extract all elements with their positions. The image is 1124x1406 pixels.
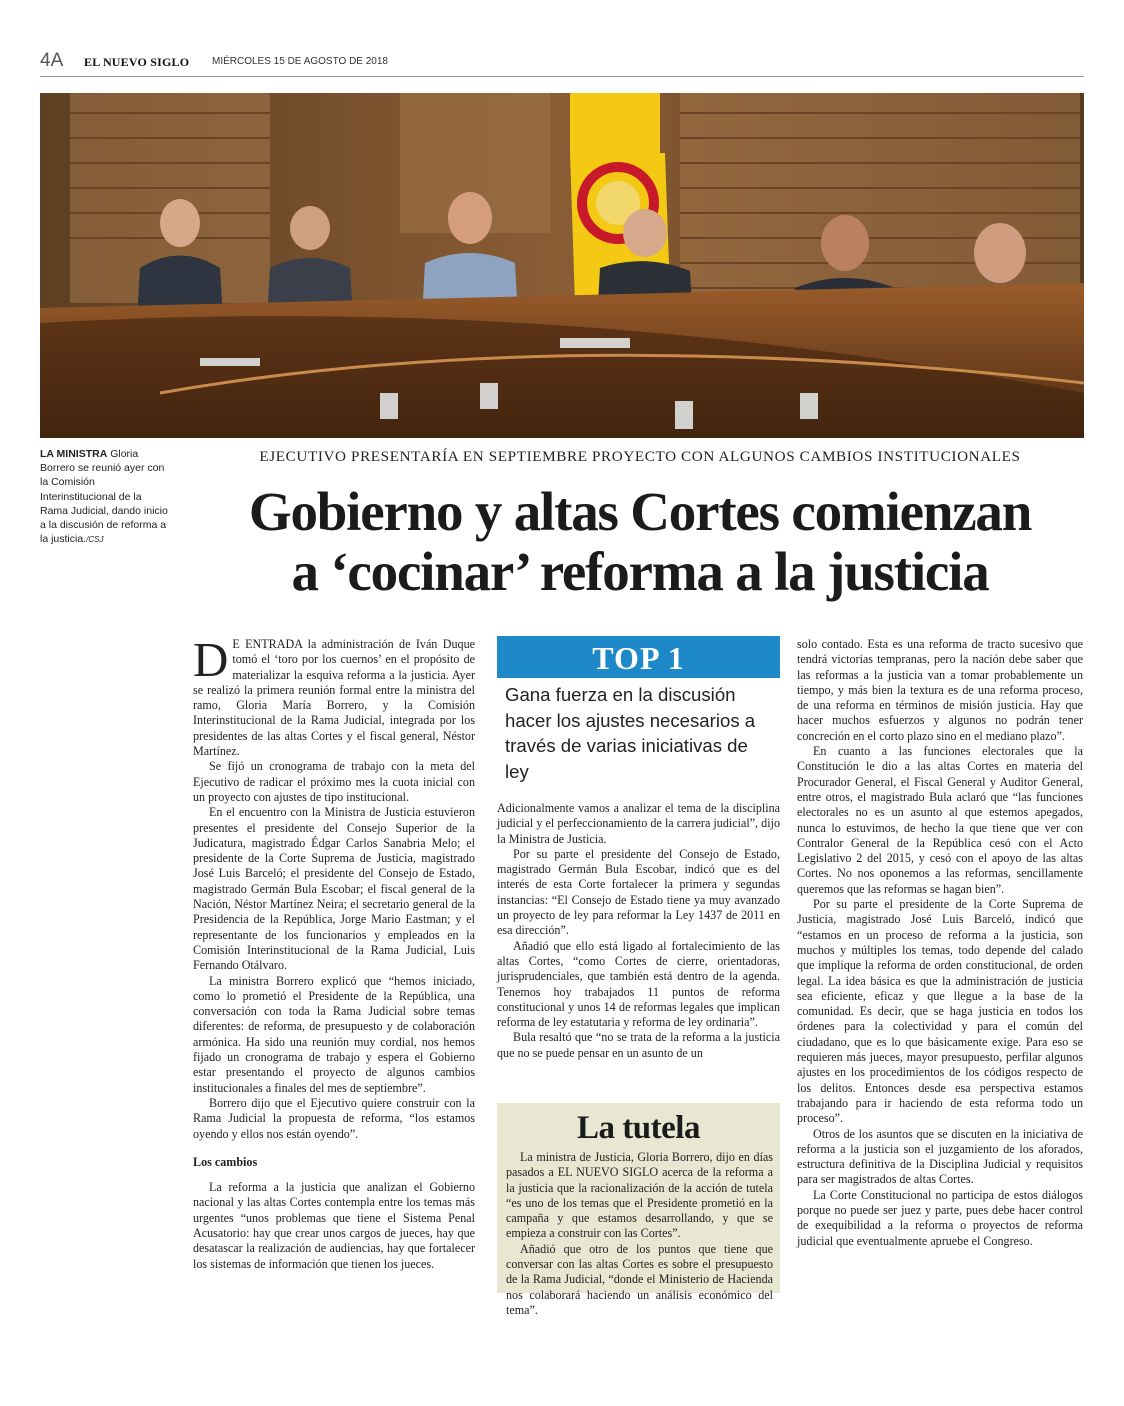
headline-line-1: Gobierno y altas Cortes comienzan: [248, 481, 1032, 542]
headline-line-2: a ‘cocinar’ reforma a la justicia: [291, 541, 989, 602]
paragraph: Adicionalmente vamos a analizar el tema de la disciplina judicial y el perfeccionamiento de la carrera judicial”, dijo la Ministra de Justicia.: [497, 801, 780, 846]
paragraph: Añadió que ello está ligado al fortalecimiento de las altas Cortes, “como Cortes de cierre, orientadoras, jurisprudenciales, que también está dentro de la agenda. Tenemos hoy trabajados 11 puntos de reforma constitucional y unos 14 de reformas legales que implican reforma de ley estatutaria y reforma de ley ordinaria”.: [497, 938, 780, 1030]
sidebar-title: La tutela: [577, 1110, 700, 1146]
sidebar-paragraph: La ministra de Justicia, Gloria Borrero, dijo en días pasados a EL NUEVO SIGLO acerca de la reforma a la justicia que la racionalización de la acción de tutela “es uno de los temas que el Presidente prometió en la campaña y que estamos desarrollando, y que se empieza a construir con las Cortes”.: [506, 1150, 773, 1241]
paragraph: Por su parte el presidente de la Corte Suprema de Justicia, magistrado José Luis Barceló, indicó que “estamos en un proceso de reforma a la justicia, son muchos y múltiples los temas, todo depende del calado que implique la reforma de orden constitucional, de orden legal. La idea básica es que la administración de justicia sea eficiente, eficaz y que llegue a la base de la comunidad. Es decir, que se haga justicia en todos los órdenes para la colectividad y para el común del ciudadano, que es lo que básicamente exige. Para eso se requieren más jueces, mayor presupuesto, perfilar algunos ajustes en los procedimientos de los códigos respecto de los delitos. Entonces desde esa perspectiva estamos trabajando para ir haciendo de esta reforma todo un proceso”.: [797, 897, 1083, 1126]
page-header: [40, 50, 1084, 77]
publication-date: MIÉRCOLES 15 DE AGOSTO DE 2018: [212, 56, 388, 67]
article-column-2: [497, 801, 780, 1061]
lead-paragraph: [193, 632, 475, 759]
paragraph: En el encuentro con la Ministra de Justicia estuvieron presentes el presidente del Consejo Superior de la Judicatura, magistrado Édgar Carlos Sanabria Melo; el presidente de la Corte Suprema de Justicia, magistrado José Luis Barceló; el presidente del Consejo de Estado, magistrado Germán Bula Escobar; el fiscal general de la Nación, Néstor Martínez Neira; el secretario general de la Presidencia de la República, Jorge Mario Eastman; y el representante de los funcionarios y empleados en la Comisión Interinstitucional de la Rama Judicial, Luis Fernando Otálvaro.: [193, 805, 475, 973]
top1-banner: TOP 1: [497, 636, 780, 678]
meeting-photo-illustration: [40, 93, 1084, 438]
article-column-3: [797, 637, 1083, 1249]
paragraph: La reforma a la justicia que analizan el Gobierno nacional y las altas Cortes contempla entre los temas más urgentes “unos problemas que tiene el Sistema Penal Acusatorio: hay que crear unos cargos de jueces, hay que desatascar la realización de audiencias, hay que fortalecer los sistemas de información que tienen los jueces.: [193, 1180, 475, 1271]
paragraph: Se fijó un cronograma de trabajo con la meta del Ejecutivo de radicar el próximo mes la cuota inicial con un proyecto con ajustes de tipo institucional.: [193, 759, 475, 804]
newspaper-name: EL NUEVO SIGLO: [84, 55, 190, 69]
caption-credit: /CSJ: [86, 535, 104, 545]
page-number: 4A: [40, 50, 64, 71]
sidebar-body: [506, 1150, 773, 1318]
caption-text: Gloria Borrero se reunió ayer con la Comisión Interinstitucional de la Rama Judicial, dando inicio a la discusión de reforma a la justicia.: [40, 448, 168, 546]
drop-cap: D: [193, 632, 229, 687]
paragraph: La ministra Borrero explicó que “hemos iniciado, como lo prometió el Presidente de la República, una conversación con toda la Rama Judicial sobre temas diferentes: de reforma, de presupuesto y de colaboración armónica. Ha sido una reunión muy cordial, nos hemos fijado un cronograma de trabajo y espera el Gobierno estar presentando el proyecto de algunos cambios institucionales a finales del mes de septiembre”.: [193, 973, 475, 1095]
photo-caption: [40, 447, 170, 547]
subhead: Los cambios: [193, 1154, 258, 1169]
paragraph: La Corte Constitucional no participa de estos diálogos porque no puede ser juez y parte, pues debe hacer control de exequibilidad a la reforma o proyectos de reforma judicial que eventualmente apruebe el Congreso.: [797, 1187, 1083, 1248]
sidebar-paragraph: Añadió que otro de los puntos que tiene que conversar con las altas Cortes es sobre el presupuesto de la Rama Judicial, “donde el Ministerio de Hacienda nos colaborará haciendo un análisis económico del tema”.: [506, 1241, 773, 1317]
sidebar-box: [497, 1103, 780, 1317]
paragraph: solo contado. Esta es una reforma de tracto sucesivo que tendrá victorias tempranas, pero la nación debe saber que las reformas a la justicia van a tomar probablemente un tiempo, y más bien la textura es de una reforma proceso, de una reforma en términos de misión justicia. Hay que hacer muchos esfuerzos y algunos no podrán tener concreción en el corto plazo sino en el mediano plazo”.: [797, 637, 1083, 743]
pull-quote: Gana fuerza en la discusión hacer los ajustes necesarios a través de varias iniciativas de ley: [505, 684, 756, 783]
paragraph: Bula resaltó que “no se trata de la reforma a la justicia que no se puede pensar en un asunto de un: [497, 1030, 780, 1060]
paragraph: En cuanto a las funciones electorales que la Constitución le dio a las altas Cortes en materia del Procurador General, el Fiscal General y Auditor General, entre otros, el magistrado Bula aclaró que “las funciones electorales no es un asunto al que estemos apegados, nunca lo estuvimos, de hecho la que tiene que ver con Contralor General de la República cesó con el Acto Legislativo 2 del 2015, y cesó con el apoyo de las altas Cortes. No nos oponemos a las reformas, sencillamente queremos que las reformas se hagan bien”.: [797, 744, 1083, 896]
kicker: EJECUTIVO PRESENTARÍA EN SEPTIEMBRE PROYECTO CON ALGUNOS CAMBIOS INSTITUCIONALES: [259, 448, 1021, 465]
lead-text: E ENTRADA la administración de Iván Duque tomó el ‘toro por los cuernos’ en el propósito de materializar la esquiva reforma a la justicia. Ayer se realizó la primera reunión formal entre la ministra del ramo, Gloria María Borrero, y la Comisión Interinstitucional de la Rama Judicial, integrada por los presidentes de las altas Cortes y el fiscal general, Néstor Martínez.: [193, 637, 475, 759]
caption-lead: LA MINISTRA: [40, 448, 108, 460]
paragraph: Por su parte el presidente del Consejo de Estado, magistrado Germán Bula Escobar, indicó que es del interés de esta Corte fortalecer la primera y segundas instancias: “El Consejo de Estado tiene ya muy avanzado un proyecto de ley para reformar la Ley 1437 de 2011 en esa dirección”.: [497, 846, 780, 938]
paragraph: Otros de los asuntos que se discuten en la iniciativa de reforma a la justicia son el juzgamiento de los aforados, estructura definitiva de la Disciplina Judicial y requisitos para ser magistrados de altas Cortes.: [797, 1126, 1083, 1187]
meeting-photo: [40, 93, 1084, 438]
paragraph: Borrero dijo que el Ejecutivo quiere construir con la Rama Judicial la propuesta de reforma, “los estamos oyendo y ellos nos están oyendo”.: [193, 1095, 475, 1141]
headline: [196, 482, 1084, 602]
article-column-1: [193, 632, 475, 1272]
